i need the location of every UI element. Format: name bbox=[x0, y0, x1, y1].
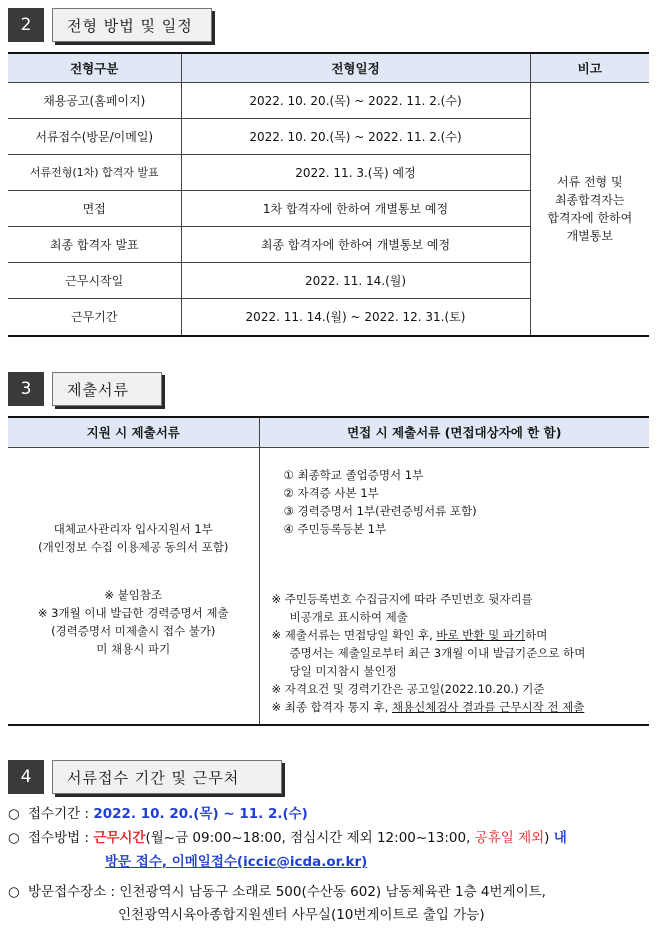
section-3-title: 제출서류 bbox=[52, 372, 162, 406]
row-schedule: 2022. 10. 20.(목) ~ 2022. 11. 2.(수) bbox=[181, 118, 530, 154]
schedule-note: 서류 전형 및 최종합격자는 합격자에 한하여 개별통보 bbox=[530, 82, 649, 336]
interview-documents bbox=[259, 447, 649, 725]
section-2-title: 전형 방법 및 일정 bbox=[52, 8, 212, 42]
section-3-number: 3 bbox=[8, 372, 44, 406]
place-line: ○ 방문접수장소 : 인천광역시 남동구 소래로 500(수산동 602) 남동체육관 1층 4번게이트, bbox=[8, 884, 546, 900]
row-schedule: 2022. 11. 14.(월) bbox=[181, 262, 530, 298]
period-line: ○ 접수기간 : 2022. 10. 20.(목) ~ 11. 2.(수) bbox=[8, 806, 308, 822]
section-4-title: 서류접수 기간 및 근무처 bbox=[52, 760, 282, 794]
row-label: 서류전형(1차) 합격자 발표 bbox=[8, 154, 181, 190]
row-label: 최종 합격자 발표 bbox=[8, 226, 181, 262]
section-4-number: 4 bbox=[8, 760, 44, 794]
period-value: 2022. 10. 20.(목) ~ 11. 2.(수) bbox=[93, 806, 308, 822]
row-schedule: 최종 합격자에 한하여 개별통보 예정 bbox=[181, 226, 530, 262]
interview-notes: ※ 주민등록번호 수집금지에 따라 주민번호 뒷자리를 비공개로 표시하여 제출 ※ 제출서류는 면접당일 확인 후, 바로 반환 및 파기하며 증명서는 제출일로부터 최근 3개월 이내 발급기준으로 하며 당일 미지참시 불인정 ※ 자격요건 및 경력기간은 공고일(2022.10.20.) 기준 ※ 최종 합격자 통지 후, 채용신체검사 결과를 근무시작 전 제출 bbox=[271, 591, 586, 714]
place-line-2: 인천광역시육아종합지원센터 사무실(10번게이트로 출입 가능) bbox=[118, 907, 485, 923]
list-item: ④ 주민등록등본 1부 bbox=[283, 521, 387, 536]
documents-header-apply: 지원 시 제출서류 bbox=[8, 417, 259, 447]
section-2-number: 2 bbox=[8, 8, 44, 42]
row-label: 근무기간 bbox=[8, 298, 181, 336]
row-label: 근무시작일 bbox=[8, 262, 181, 298]
method-line: ○ 접수방법 : 근무시간(월~금 09:00~18:00, 점심시간 제외 12:00~13:00, 공휴일 제외) 내 bbox=[8, 830, 567, 846]
row-schedule: 1차 합격자에 한하여 개별통보 예정 bbox=[181, 190, 530, 226]
schedule-header-type: 전형구분 bbox=[8, 53, 181, 82]
schedule-header-note: 비고 bbox=[530, 53, 649, 82]
row-label: 서류접수(방문/이메일) bbox=[8, 118, 181, 154]
section-2-header bbox=[8, 8, 212, 42]
row-label: 채용공고(홈페이지) bbox=[8, 82, 181, 118]
method-line-2: 방문 접수, 이메일접수(iccic@icda.or.kr) bbox=[105, 854, 368, 870]
list-item: ① 최종학교 졸업증명서 1부 bbox=[283, 467, 424, 482]
row-schedule: 2022. 11. 14.(월) ~ 2022. 12. 31.(토) bbox=[181, 298, 530, 336]
schedule-header-date: 전형일정 bbox=[181, 53, 530, 82]
section-4-header bbox=[8, 760, 282, 794]
list-item: ② 자격증 사본 1부 bbox=[283, 485, 379, 500]
documents-header-interview: 면접 시 제출서류 (면접대상자에 한 함) bbox=[259, 417, 649, 447]
row-label: 면접 bbox=[8, 190, 181, 226]
section-3-header bbox=[8, 372, 162, 406]
schedule-table bbox=[8, 52, 649, 337]
documents-table bbox=[8, 416, 649, 726]
list-item: ③ 경력증명서 1부(관련증빙서류 포함) bbox=[283, 503, 477, 518]
row-schedule: 2022. 10. 20.(목) ~ 2022. 11. 2.(수) bbox=[181, 82, 530, 118]
row-schedule: 2022. 11. 3.(목) 예정 bbox=[181, 154, 530, 190]
table-row bbox=[8, 82, 649, 118]
apply-documents: 대체교사관리자 입사지원서 1부 (개인정보 수집 이용제공 동의서 포함) ※ 붙임참조 ※ 3개월 이내 발급한 경력증명서 제출 (경력증명서 미제출시 접수 불가) 미 채용시 파기 bbox=[8, 447, 259, 725]
